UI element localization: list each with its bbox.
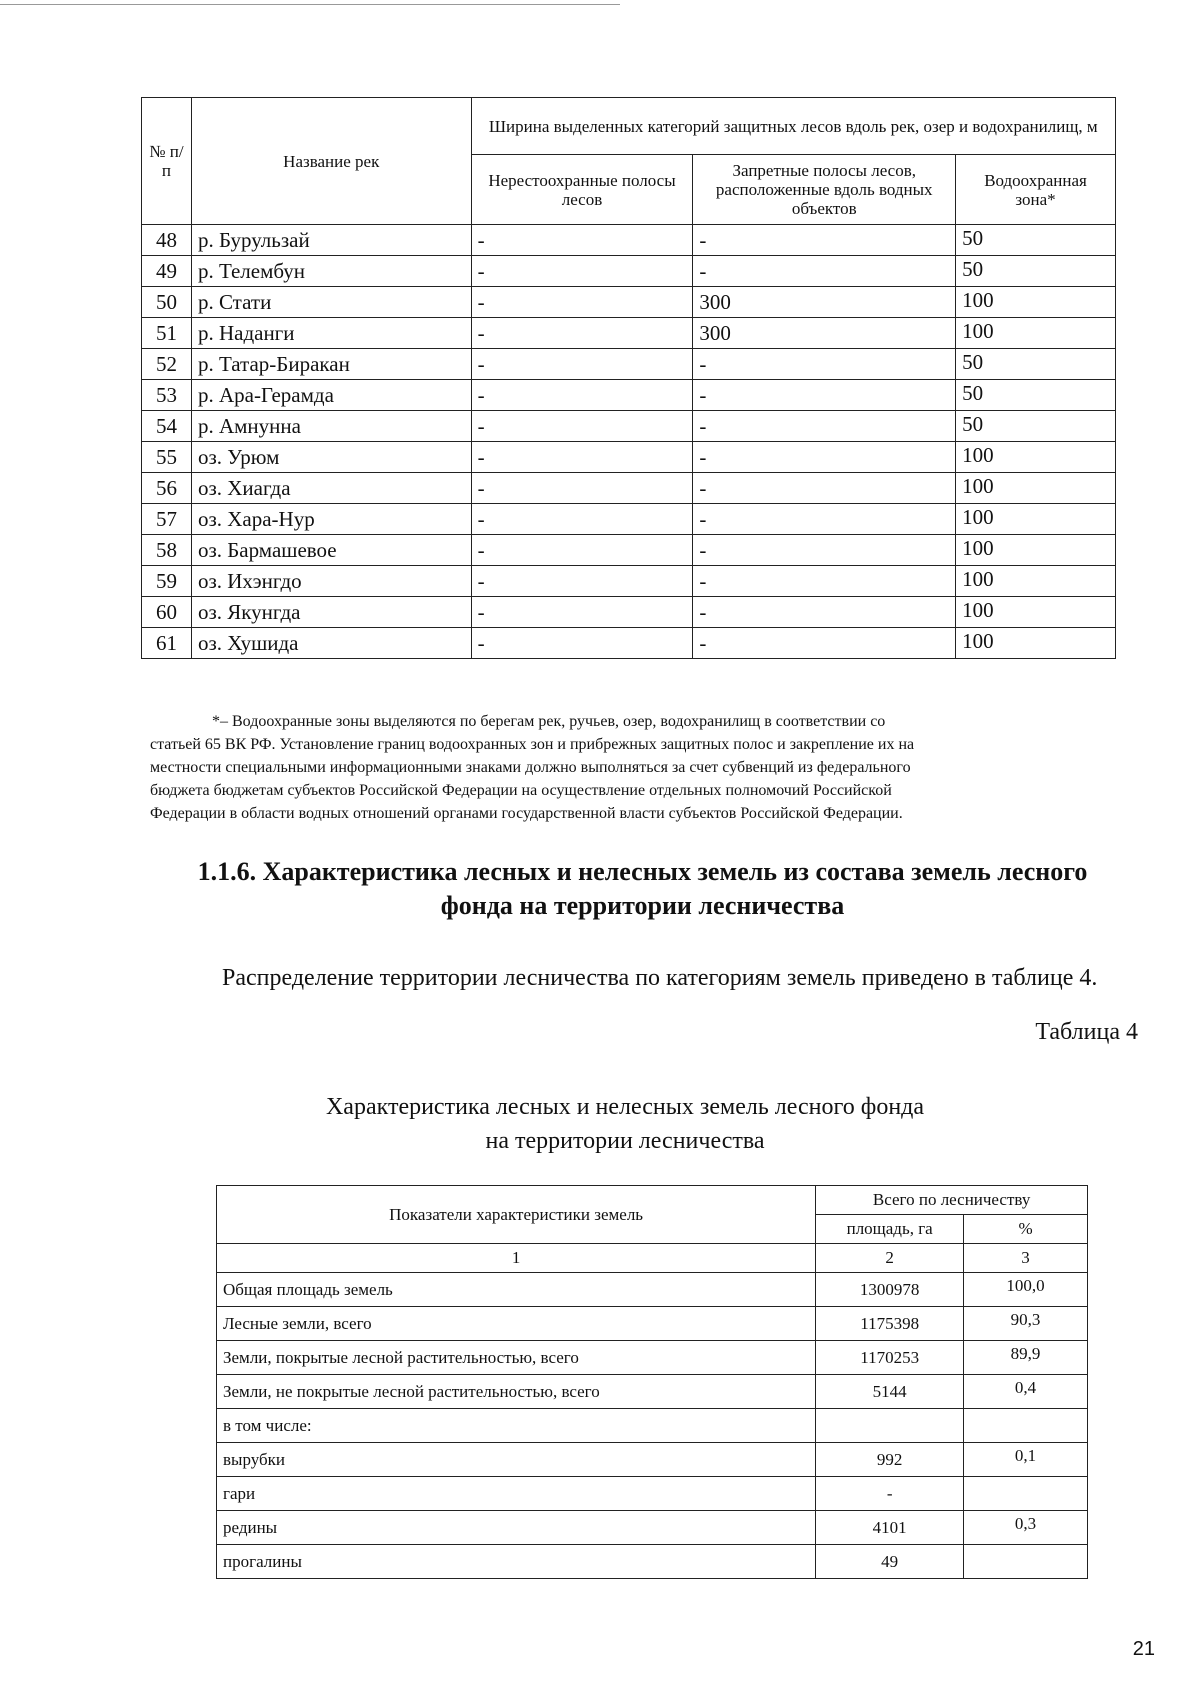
row-c3: 100	[956, 442, 1116, 473]
row-c2: -	[693, 504, 956, 535]
row-name: р. Амнунна	[191, 411, 471, 442]
table-row	[142, 628, 1116, 659]
section-heading	[150, 855, 1135, 923]
footnote-line: Федерации в области водных отношений органами государственной власти субъектов Российской Федерации.	[150, 805, 903, 822]
column-number: 2	[816, 1244, 964, 1273]
table-row	[142, 287, 1116, 318]
table-row	[217, 1545, 1088, 1579]
row-c2: -	[693, 473, 956, 504]
row-c2: -	[693, 225, 956, 256]
row-num: 55	[142, 442, 192, 473]
row-name: оз. Хиагда	[191, 473, 471, 504]
row-name: оз. Якунгда	[191, 597, 471, 628]
table-row	[142, 411, 1116, 442]
footnote-line: статьей 65 ВК РФ. Установление границ водоохранных зон и прибрежных защитных полос и закрепление их на	[150, 736, 915, 753]
page-number: 21	[1132, 1638, 1155, 1660]
table-row	[142, 597, 1116, 628]
header-total: Всего по лесничеству	[816, 1186, 1088, 1215]
table-title-line-1: Характеристика лесных и нелесных земель лесного фонда	[325, 1094, 925, 1120]
row-num: 59	[142, 566, 192, 597]
row-c3: 100	[956, 566, 1116, 597]
row-percent: 100,0	[964, 1273, 1088, 1307]
row-area: 992	[816, 1443, 964, 1477]
row-c3: 50	[956, 349, 1116, 380]
table-row	[142, 504, 1116, 535]
row-c2: -	[693, 256, 956, 287]
table-row	[142, 380, 1116, 411]
row-c1: -	[471, 318, 693, 349]
row-c2: -	[693, 411, 956, 442]
row-c3: 50	[956, 380, 1116, 411]
row-num: 50	[142, 287, 192, 318]
row-area: 4101	[816, 1511, 964, 1545]
table-row	[142, 318, 1116, 349]
row-area: 49	[816, 1545, 964, 1579]
row-label: Лесные земли, всего	[217, 1307, 816, 1341]
header-water-zone: Водоохранная зона*	[956, 155, 1116, 225]
row-c3: 100	[956, 535, 1116, 566]
footnote-line: *– Водоохранные зоны выделяются по берегам рек, ручьев, озер, водохранилищ в соответствии со	[212, 713, 886, 730]
row-c1: -	[471, 380, 693, 411]
row-c1: -	[471, 504, 693, 535]
table-row	[142, 442, 1116, 473]
header-group: Ширина выделенных категорий защитных лесов вдоль рек, озер и водохранилищ, м	[471, 98, 1115, 155]
header-forbidden-strips: Запретные полосы лесов, расположенные вдоль водных объектов	[693, 155, 956, 225]
row-c1: -	[471, 535, 693, 566]
table-label: Таблица 4	[1035, 1019, 1138, 1045]
row-num: 58	[142, 535, 192, 566]
row-c2: -	[693, 628, 956, 659]
table-title-line-2: на территории лесничества	[485, 1128, 765, 1154]
row-area: 1170253	[816, 1341, 964, 1375]
scan-edge-line	[0, 4, 620, 5]
row-c1: -	[471, 473, 693, 504]
row-percent	[964, 1409, 1088, 1443]
header-num: № п/п	[142, 98, 192, 225]
header-percent: %	[964, 1215, 1088, 1244]
row-c3: 100	[956, 504, 1116, 535]
row-label: Земли, не покрытые лесной растительностью, всего	[217, 1375, 816, 1409]
row-name: оз. Хушида	[191, 628, 471, 659]
row-name: оз. Хара-Нур	[191, 504, 471, 535]
row-label: Земли, покрытые лесной растительностью, всего	[217, 1341, 816, 1375]
row-c2: 300	[693, 318, 956, 349]
row-c3: 100	[956, 287, 1116, 318]
row-percent: 0,3	[964, 1511, 1088, 1545]
row-name: оз. Урюм	[191, 442, 471, 473]
row-label: редины	[217, 1511, 816, 1545]
row-num: 61	[142, 628, 192, 659]
row-c3: 100	[956, 473, 1116, 504]
row-c1: -	[471, 225, 693, 256]
row-num: 53	[142, 380, 192, 411]
table-row	[142, 349, 1116, 380]
table-row	[217, 1477, 1088, 1511]
section-heading-line-2: фонда на территории лесничества	[440, 891, 845, 920]
table-row	[217, 1443, 1088, 1477]
footnote	[150, 710, 1110, 825]
row-num: 48	[142, 225, 192, 256]
row-num: 49	[142, 256, 192, 287]
row-c2: 300	[693, 287, 956, 318]
table-row	[217, 1273, 1088, 1307]
footnote-line: местности специальными информационными знаками должно выполняться за счет субвенций из федерального	[150, 759, 911, 776]
table-row	[217, 1375, 1088, 1409]
row-name: р. Ара-Герамда	[191, 380, 471, 411]
table-row	[217, 1409, 1088, 1443]
row-c2: -	[693, 535, 956, 566]
body-paragraph: Распределение территории лесничества по категориям земель приведено в таблице 4.	[222, 965, 1098, 991]
row-name: р. Бурульзай	[191, 225, 471, 256]
column-number: 1	[217, 1244, 816, 1273]
protective-forests-table	[141, 97, 1116, 659]
row-percent: 90,3	[964, 1307, 1088, 1341]
row-c2: -	[693, 349, 956, 380]
table-row	[217, 1341, 1088, 1375]
row-num: 57	[142, 504, 192, 535]
header-indicator: Показатели характеристики земель	[217, 1186, 816, 1244]
row-c2: -	[693, 566, 956, 597]
header-spawning-strips: Нерестоохранные полосы лесов	[471, 155, 693, 225]
table-row	[142, 225, 1116, 256]
row-percent: 89,9	[964, 1341, 1088, 1375]
row-name: оз. Ихэнгдо	[191, 566, 471, 597]
row-c1: -	[471, 349, 693, 380]
row-c2: -	[693, 442, 956, 473]
row-name: р. Стати	[191, 287, 471, 318]
row-area	[816, 1409, 964, 1443]
row-name: р. Наданги	[191, 318, 471, 349]
table-row	[142, 256, 1116, 287]
row-label: гари	[217, 1477, 816, 1511]
table-row	[142, 535, 1116, 566]
row-c1: -	[471, 256, 693, 287]
table-row	[217, 1307, 1088, 1341]
row-c1: -	[471, 287, 693, 318]
table-row	[142, 473, 1116, 504]
row-percent: 0,1	[964, 1443, 1088, 1477]
table-row	[142, 566, 1116, 597]
row-c1: -	[471, 411, 693, 442]
row-label: в том числе:	[217, 1409, 816, 1443]
row-label: Общая площадь земель	[217, 1273, 816, 1307]
row-percent	[964, 1477, 1088, 1511]
row-c3: 50	[956, 411, 1116, 442]
row-c3: 100	[956, 597, 1116, 628]
footnote-line: бюджета бюджетам субъектов Российской Федерации на осуществление отдельных полномочий Российской	[150, 782, 892, 799]
table-row	[217, 1511, 1088, 1545]
row-label: вырубки	[217, 1443, 816, 1477]
row-c2: -	[693, 380, 956, 411]
land-characteristics-table	[216, 1185, 1088, 1579]
row-area: 1300978	[816, 1273, 964, 1307]
row-c3: 50	[956, 256, 1116, 287]
section-heading-line-1: 1.1.6. Характеристика лесных и нелесных земель из состава земель лесного	[197, 857, 1088, 886]
row-c1: -	[471, 597, 693, 628]
row-c3: 100	[956, 628, 1116, 659]
row-num: 52	[142, 349, 192, 380]
row-percent: 0,4	[964, 1375, 1088, 1409]
row-c1: -	[471, 566, 693, 597]
row-c1: -	[471, 628, 693, 659]
column-number: 3	[964, 1244, 1088, 1273]
row-c1: -	[471, 442, 693, 473]
row-area: 5144	[816, 1375, 964, 1409]
header-name: Название рек	[191, 98, 471, 225]
header-area: площадь, га	[816, 1215, 964, 1244]
row-num: 51	[142, 318, 192, 349]
table-title	[200, 1090, 1050, 1158]
row-num: 54	[142, 411, 192, 442]
row-num: 60	[142, 597, 192, 628]
row-percent	[964, 1545, 1088, 1579]
row-c3: 50	[956, 225, 1116, 256]
row-name: оз. Бармашевое	[191, 535, 471, 566]
row-name: р. Телембун	[191, 256, 471, 287]
row-name: р. Татар-Биракан	[191, 349, 471, 380]
row-num: 56	[142, 473, 192, 504]
row-area: -	[816, 1477, 964, 1511]
row-c2: -	[693, 597, 956, 628]
row-c3: 100	[956, 318, 1116, 349]
row-label: прогалины	[217, 1545, 816, 1579]
row-area: 1175398	[816, 1307, 964, 1341]
